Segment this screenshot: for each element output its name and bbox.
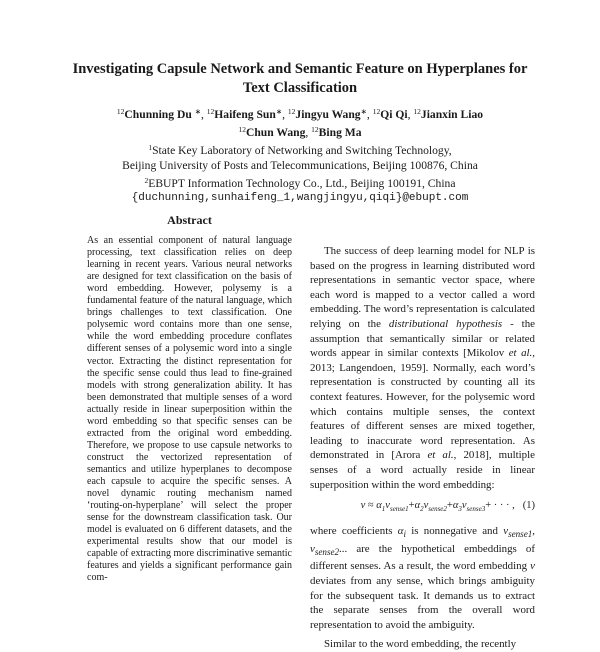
author-jianxin-liao: $^{12}$Jianxin Liao bbox=[413, 107, 484, 121]
equation-1: $v \approx \alpha_1v_{sense1}+\alpha_2v_{sense2}+\alpha_3v_{sense3}+$ · · · , (1) bbox=[360, 500, 535, 514]
body-paragraph-2: where coefficients $\alpha_i$ is nonnegative and $v_{sense1}$, $v_{sense2}$... are the hypothetical embeddings of different senses. As a result, the word embedding v deviates from any sense, which brings ambiguity for the subsequent task. It demands us to extract the separate senses from the overall word representation to avoid the ambiguity. bbox=[310, 524, 535, 631]
abstract-section bbox=[87, 214, 292, 584]
title-line-1: Investigating Capsule Network and Semantic Feature on Hyperplanes for bbox=[72, 61, 528, 77]
affiliation-1-line-2: Beijing University of Posts and Telecommunications, Beijing 100876, China bbox=[122, 159, 478, 172]
affiliation-2: $^2$EBUPT Information Technology Co., Ltd., Beijing 100191, China bbox=[144, 176, 456, 190]
equation-number: (1) bbox=[522, 500, 535, 512]
author-jingyu-wang: $^{12}$Jingyu Wang∗ bbox=[287, 107, 367, 121]
author-qi-qi: $^{12}$Qi Qi bbox=[372, 107, 408, 121]
author-bing-ma: $^{12}$Bing Ma bbox=[311, 125, 362, 139]
author-chunning-du: $^{12}$Chunning Du ∗ bbox=[116, 107, 201, 121]
abstract-text: As an essential component of natural language processing, text classification relies on deep learning in recent years. Various neural networks are designed for text classification on the basis of word embedding. However, polysemy is a fundamental feature of the natural language, which brings challenges to text classification. One polysemic word contains more than one sense, while the word embedding procedure conflates different senses of a polysemic word into a single vector. Extracting the distinct representation for the specific sense could thus lead to fine-grained models with strong generalization ability. It has been demonstrated that multiple senses of a word actually reside in linear superposition within the word embedding so that specific senses can be extracted from the original word embedding. Therefore, we propose to use capsule networks to construct the vectorized representation of semantics and utilize hyperplanes to decompose each capsule to acquire the specific senses. A novel dynamic routing mechanism named ‘routing-on-hyperplane’ will select the proper sense for the downstream classification task. Our model is evaluated on 6 different datasets, and the experimental results show that our model is capable of extracting more discriminative semantic features and yields a significant performance gain com- bbox=[87, 235, 292, 584]
author-emails: {duchunning,sunhaifeng_1,wangjingyu,qiqi}@ebupt.com bbox=[131, 192, 469, 204]
author-line-2: $^{12}$Chun Wang, $^{12}$Bing Ma bbox=[238, 125, 362, 139]
introduction-section bbox=[310, 244, 535, 652]
abstract-heading: Abstract bbox=[167, 213, 212, 227]
author-block bbox=[0, 104, 600, 206]
paper-title bbox=[0, 60, 600, 98]
author-chun-wang: $^{12}$Chun Wang bbox=[238, 125, 306, 139]
author-haifeng-sun: $^{12}$Haifeng Sun∗ bbox=[206, 107, 283, 121]
author-line-1: $^{12}$Chunning Du ∗, $^{12}$Haifeng Sun∗, $^{12}$Jingyu Wang∗, $^{12}$Qi Qi, $^{12}$Jianxin Liao bbox=[116, 107, 484, 121]
body-paragraph-1: The success of deep learning model for NLP is based on the progress in learning distributed word representations in semantic vector space, where each word is mapped to a vector called a word embedding. The word’s representation is calculated relying on the distributional hypothesis - the assumption that semantically similar or related words appear in similar contexts [Mikolov et al., 2013; Langendoen, 1959]. Normally, each word’s representation is constructed by counting all its context features. However, for the polysemic word which contains multiple senses, the context features of different senses are mixed together, leading to inaccurate word representation. As demonstrated in [Arora et al., 2018], multiple senses of a word actually reside in linear superposition within the word embedding: bbox=[310, 245, 535, 491]
affiliation-1-line-1: $^1$State Key Laboratory of Networking and Switching Technology, bbox=[148, 143, 452, 157]
title-line-2: Text Classification bbox=[242, 80, 358, 96]
body-paragraph-3: Similar to the word embedding, the recently bbox=[324, 638, 517, 651]
paper-title-block bbox=[0, 60, 600, 98]
